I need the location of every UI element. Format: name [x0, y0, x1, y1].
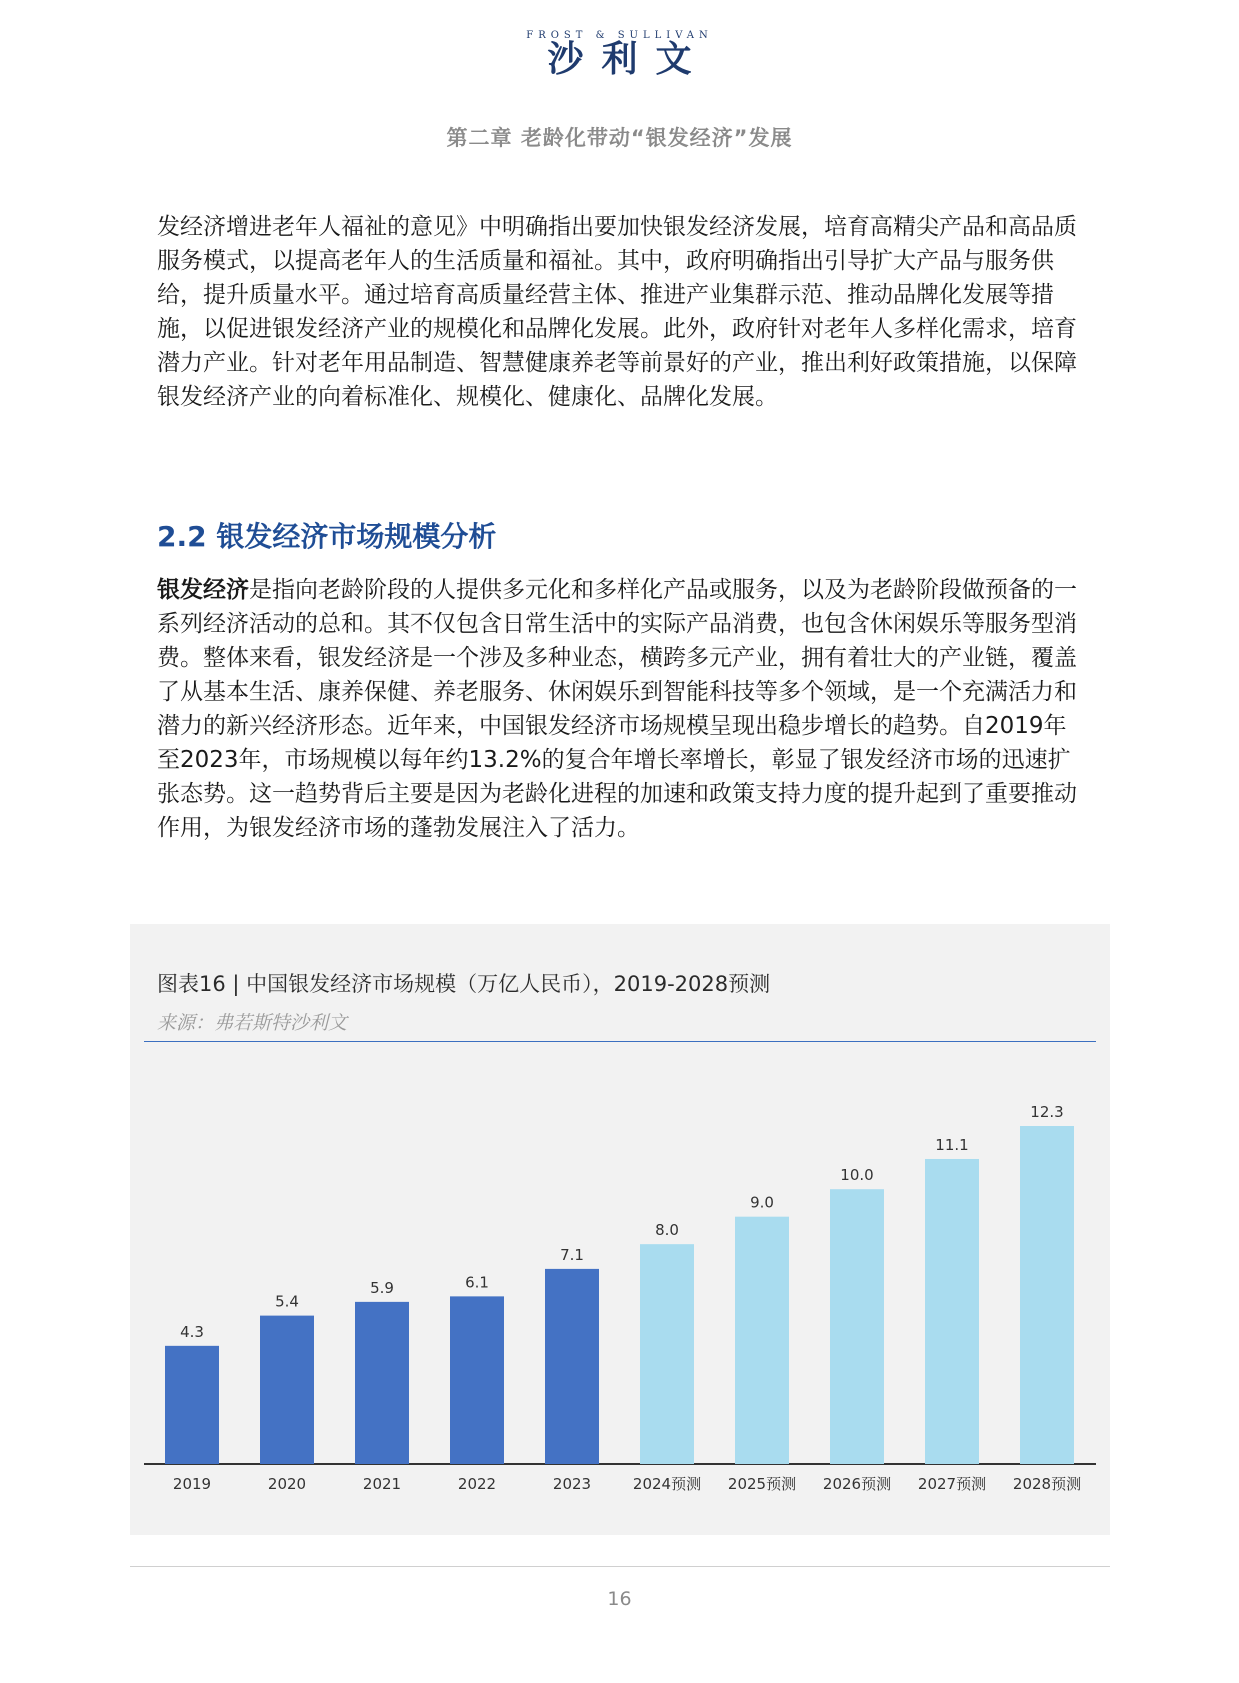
x-tick-label: 2025预测: [727, 1475, 797, 1493]
bar-value-label: 8.0: [655, 1221, 679, 1240]
bar-chart: [130, 924, 1110, 1535]
chart-figure: [130, 924, 1110, 1535]
chart-title: 图表16 | 中国银发经济市场规模（万亿人民币），2019-2028预测: [157, 972, 771, 996]
logo-cn: 沙利文: [547, 39, 710, 80]
chapter-heading: 第二章 老龄化带动“银发经济”发展: [446, 126, 793, 150]
footer-divider: [130, 1566, 1110, 1567]
bar-value-label: 9.0: [750, 1193, 774, 1212]
x-tick-label: 2028预测: [1012, 1475, 1082, 1493]
x-tick-label: 2021: [362, 1475, 402, 1493]
paragraph-bold-term: 银发经济: [157, 577, 249, 603]
x-tick-label: 2023: [552, 1475, 592, 1493]
bar-2027预测: [925, 1159, 979, 1464]
x-tick-label: 2026预测: [822, 1475, 892, 1493]
bar-2024预测: [640, 1244, 694, 1464]
bar-value-label: 7.1: [560, 1245, 584, 1264]
bar-2021: [355, 1302, 409, 1464]
bar-2025预测: [735, 1217, 789, 1464]
x-tick-label: 2024预测: [632, 1475, 702, 1493]
chart-source: 来源：弗若斯特沙利文: [157, 1012, 348, 1034]
page-number: 16: [607, 1588, 632, 1610]
x-tick-label: 2020: [267, 1475, 307, 1493]
bar-value-label: 5.4: [275, 1292, 299, 1311]
bar-2022: [450, 1296, 504, 1464]
paragraph-intro: 发经济增进老年人福祉的意见》中明确指出要加快银发经济发展，培育高精尖产品和高品质服务模式，以提高老年人的生活质量和福祉。其中，政府明确指出引导扩大产品与服务供给，提升质量水平。通过培育高质量经营主体、推进产业集群示范、推动品牌化发展等措施，以促进银发经济产业的规模化和品牌化发展。此外，政府针对老年人多样化需求，培育潜力产业。针对老年用品制造、智慧健康养老等前景好的产业，推出利好政策措施，以保障银发经济产业的向着标准化、规模化、健康化、品牌化发展。: [157, 214, 1077, 410]
bar-value-label: 12.3: [1030, 1103, 1064, 1121]
paragraph-market-text: 是指向老龄阶段的人提供多元化和多样化产品或服务，以及为老龄阶段做预备的一系列经济活动的总和。其不仅包含日常生活中的实际产品消费，也包含休闲娱乐等服务型消费。整体来看，银发经济是一个涉及多种业态，横跨多元产业，拥有着壮大的产业链，覆盖了从基本生活、康养保健、养老服务、休闲娱乐到智能科技等多个领域，是一个充满活力和潜力的新兴经济形态。近年来，中国银发经济市场规模呈现出稳步增长的趋势。自2019年至2023年，市场规模以每年约13.2%的复合年增长率增长，彰显了银发经济市场的迅速扩张态势。这一趋势背后主要是因为老龄化进程的加速和政策支持力度的提升起到了重要推动作用，为银发经济市场的蓬勃发展注入了活力。: [157, 577, 1077, 841]
bar-value-label: 4.3: [180, 1322, 204, 1341]
x-tick-label: 2019: [172, 1475, 212, 1493]
bar-value-label: 5.9: [370, 1278, 394, 1297]
bar-2020: [260, 1316, 314, 1464]
paragraph-market: [157, 573, 1082, 845]
bar-value-label: 11.1: [935, 1135, 969, 1154]
x-tick-label: 2022: [457, 1475, 497, 1493]
section-title: 2.2 银发经济市场规模分析: [157, 520, 497, 553]
bar-2026预测: [830, 1189, 884, 1464]
logo-en: FROST & SULLIVAN: [526, 30, 713, 41]
bar-value-label: 10.0: [840, 1166, 874, 1185]
bar-2023: [545, 1269, 599, 1464]
logo: [0, 30, 1239, 80]
x-tick-label: 2027预测: [917, 1475, 987, 1493]
bar-2019: [165, 1346, 219, 1464]
bar-value-label: 6.1: [465, 1273, 489, 1292]
bar-2028预测: [1020, 1126, 1074, 1464]
